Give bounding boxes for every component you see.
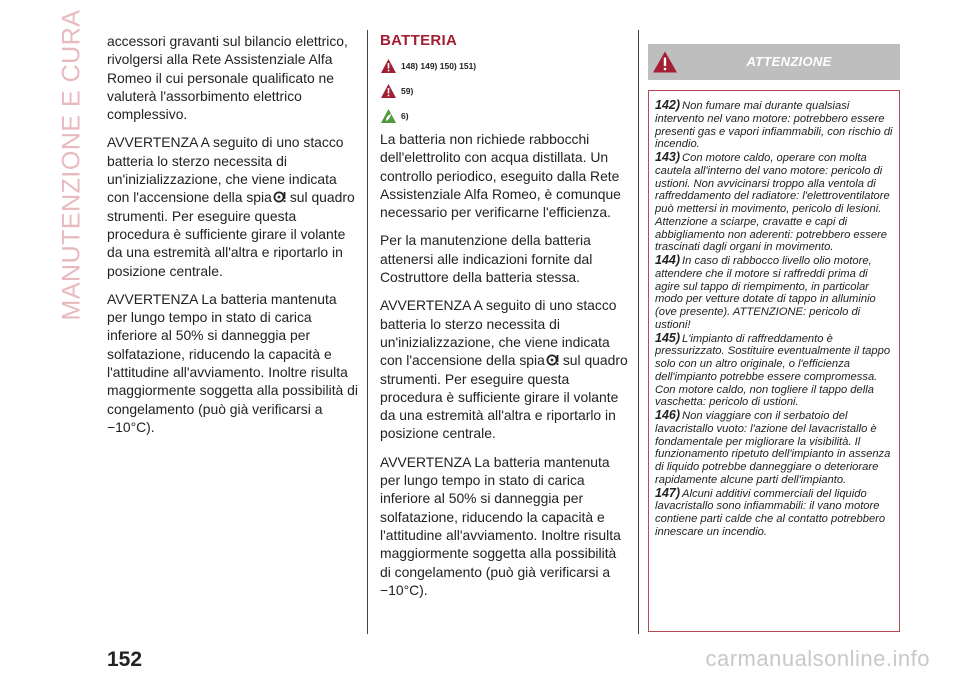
paragraph-text: AVVERTENZA A seguito di uno stacco batteria lo sterzo necessita di un'inizializzazione, che viene indicata con l'accensione della spia <box>107 134 344 206</box>
attention-item <box>655 99 893 151</box>
attention-title: ATTENZIONE <box>746 54 832 69</box>
text-column-1 <box>107 32 359 446</box>
attention-body <box>648 90 900 632</box>
column-divider <box>367 30 368 634</box>
attention-item <box>655 254 893 332</box>
item-text: L'impianto di raffreddamento è pressurizzato. Sostituire eventualmente il tappo solo con un altro originale, o l'efficienza dell'impianto potrebbe essere compromessa. Con motore caldo, non togliere il tappo della vaschetta: pericolo di ustioni. <box>655 332 891 409</box>
item-text: Non fumare mai durante qualsiasi intervento nel vano motore: potrebbero essere presenti gas e vapori infiammabili, con rischio di incendio. <box>655 100 893 151</box>
item-text: In caso di rabbocco livello olio motore, attendere che il motore si raffreddi prima di agire sul tappo di riempimento, in particolar modo per vetture dotate di tappo in alluminio (ove presente). ATTENZIONE: pericolo di ustioni! <box>655 255 876 331</box>
battery-heading: BATTERIA <box>380 32 458 49</box>
section-title-text: MANUTENZIONE E CURA <box>57 9 86 321</box>
reference-row <box>380 80 630 102</box>
page-number: 152 <box>107 648 143 671</box>
reference-numbers: 6) <box>401 111 409 121</box>
item-text: Non viaggiare con il serbatoio del lavacristallo vuoto: l'azione del lavacristallo è fondamentale per migliorare la visibilità. Il funzionamento ripetuto dell'impianto in assenza di liquido potrebbe danneggiare o deteriorare rapidamente alcune parti dell'impianto. <box>655 410 891 486</box>
attention-box <box>648 44 900 632</box>
item-text: Con motore caldo, operare con molta cautela all'interno del vano motore: pericolo di ustioni. Non avvicinarsi troppo alla ventola di raffreddamento del radiatore: l'elettroventilatore può mettersi in movimento, pericolo di lesioni. Attenzione a sciarpe, cravatte e capi di abbigliamento non aderenti: potrebbero essere trascinati dagli organi in movimento. <box>655 152 890 254</box>
paragraph-warning-steering <box>107 133 359 279</box>
warning-triangle-red-icon <box>380 83 397 99</box>
reference-row <box>380 55 630 77</box>
reference-numbers: 148) 149) 150) 151) <box>401 61 477 71</box>
environment-leaf-icon <box>380 108 397 124</box>
column-divider <box>638 30 639 634</box>
paragraph: accessori gravanti sul bilancio elettrico, rivolgersi alla Rete Assistenziale Alfa Romeo il cui personale qualificato ne valuterà l'assorbimento elettrico complessivo. <box>107 33 348 123</box>
paragraph-text: sul quadro strumenti. Per eseguire questa procedura è sufficiente girare il volante da una estremità all'altra e riportarlo in posizione centrale. <box>107 189 355 279</box>
attention-item <box>655 487 893 539</box>
item-number: 146) <box>655 408 681 422</box>
item-text: Alcuni additivi commerciali del liquido lavacristallo sono infiammabili: il vano motore contiene parti calde che al contatto potrebbero innescare un incendio. <box>655 487 886 538</box>
attention-item <box>655 151 893 254</box>
section-title <box>52 9 92 321</box>
attention-item <box>655 332 893 410</box>
paragraph-warning-battery: AVVERTENZA La batteria mantenuta per lungo tempo in stato di carica inferiore al 50% si danneggia per solfatazione, riducendo la capacità e l'attitudine all'avviamento. Inoltre risulta maggiormente soggetta alla possibilità di congelamento (può già verificarsi a −10°C). <box>380 453 621 598</box>
paragraph-text: sul quadro strumenti. Per eseguire questa procedura è sufficiente girare il volante da una estremità all'altra e riportarlo in posizione centrale. <box>380 352 628 442</box>
steering-warning-lamp-icon <box>273 191 286 203</box>
item-number: 143) <box>655 150 681 164</box>
item-number: 147) <box>655 485 681 500</box>
reference-numbers: 59) <box>401 86 414 96</box>
paragraph-text: AVVERTENZA A seguito di uno stacco batteria lo sterzo necessita di un'inizializzazione, che viene indicata con l'accensione della spia <box>380 297 617 369</box>
item-number: 145) <box>655 330 681 345</box>
text-column-2 <box>380 32 630 609</box>
attention-item <box>655 409 893 487</box>
item-number: 144) <box>655 253 681 267</box>
warning-triangle-icon <box>652 50 678 74</box>
item-number: 142) <box>655 98 681 112</box>
reference-row <box>380 105 630 127</box>
paragraph-warning-battery: AVVERTENZA La batteria mantenuta per lungo tempo in stato di carica inferiore al 50% si danneggia per solfatazione, riducendo la capacità e l'attitudine all'avviamento. Inoltre risulta maggiormente soggetta alla possibilità di congelamento (può già verificarsi a −10°C). <box>107 290 358 435</box>
paragraph: Per la manutenzione della batteria attenersi alle indicazioni fornite dal Costruttore della batteria stessa. <box>380 232 593 286</box>
paragraph: La batteria non richiede rabbocchi dell'elettrolito con acqua distillata. Un controllo periodico, eseguito dalla Rete Assistenziale Alfa Romeo, è comunque necessario per verificarne l'efficienza. <box>380 131 621 221</box>
warning-triangle-red-icon <box>380 58 397 74</box>
attention-header <box>648 44 900 80</box>
steering-warning-lamp-icon <box>546 354 559 366</box>
watermark-text: carmanualsonline.info <box>705 646 930 671</box>
paragraph-warning-steering <box>380 296 630 442</box>
